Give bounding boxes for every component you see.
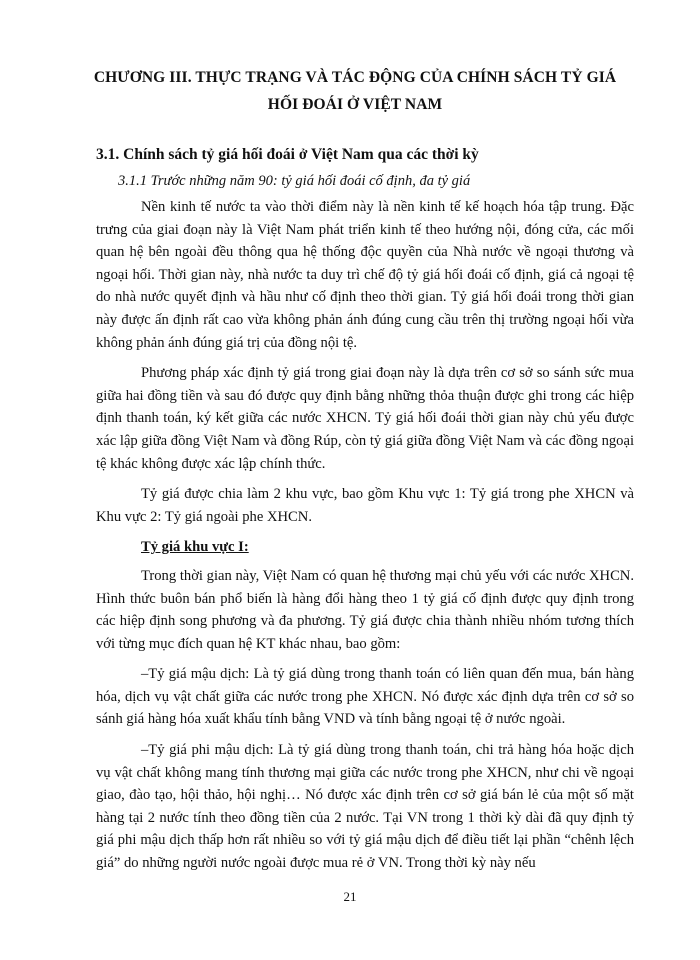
- paragraph: Tỷ giá được chia làm 2 khu vực, bao gồm Khu vực 1: Tỷ giá trong phe XHCN và Khu vực 2: Tỷ giá ngoài phe XHCN.: [96, 486, 634, 525]
- label-heading: Tỷ giá khu vực I:: [141, 539, 249, 556]
- paragraph: Nền kinh tế nước ta vào thời điểm này là nền kinh tế kế hoạch hóa tập trung. Đặc trưng của giai đoạn này là Việt Nam phát triển kinh tế theo hướng nội, đóng cửa, các mối quan hệ bên ngoài đều thông qua hệ thống độc quyền của Nhà nước về ngoại thương và ngoại hối. Thời gian này, nhà nước ta duy trì chế độ tỷ giá hối đoái cố định, giá cả ngoại tệ do nhà nước quyết định và hầu như cố định theo thời gian. Tỷ giá hối đoái trong thời gian này được ấn định rất cao vừa không phản ánh đúng cung cầu trên thị trường ngoại hối vừa không phản ánh đúng giá trị của đồng nội tệ.: [96, 199, 634, 351]
- body-text: [96, 196, 634, 883]
- paragraph: –Tỷ giá phi mậu dịch: Là tỷ giá dùng trong thanh toán, chi trả hàng hóa hoặc dịch vụ vật chất không mang tính thương mại giữa các nước trong phe XHCN, như chi về ngoại giao, đào tạo, hội thảo, hội nghị… Nó được xác định trên cơ sở giá bán lẻ của một số mặt hàng tại 2 nước tính theo đồng tiền của 2 nước. Tại VN trong 1 thời kỳ dài đã quy định tỷ giá phi mậu dịch thấp hơn rất nhiều so với tỷ giá mậu dịch để điều tiết lại phần “chênh lệch giá” do những người nước ngoài được mua rẻ ở VN. Trong thời kỳ này nếu: [96, 742, 634, 872]
- page-number: 21: [343, 889, 357, 904]
- label-heading-wrapper: [96, 536, 634, 559]
- section-heading: 3.1. Chính sách tỷ giá hối đoái ở Việt Nam qua các thời kỳ: [96, 146, 479, 163]
- paragraph: Trong thời gian này, Việt Nam có quan hệ thương mại chủ yếu với các nước XHCN. Hình thức buôn bán phổ biến là hàng đổi hàng theo 1 tỷ giá cố định được quy định trong các hiệp định song phương và đa phương. Tỷ giá được chia thành nhiều nhóm tương thích với từng mục đích quan hệ KT khác nhau, bao gồm:: [96, 567, 634, 652]
- paragraph: Phương pháp xác định tỷ giá trong giai đoạn này là dựa trên cơ sở so sánh sức mua giữa hai đồng tiền và sau đó được quy định bằng những thỏa thuận được ghi trong các hiệp định thanh toán, ký kết giữa các nước XHCN. Tỷ giá hối đoái thời gian này chủ yếu được xác lập giữa đồng Việt Nam và đồng Rúp, còn tỷ giá giữa đồng Việt Nam và các đồng ngoại tệ khác không được xác lập chính thức.: [96, 365, 634, 472]
- chapter-title: CHƯƠNG III. THỰC TRẠNG VÀ TÁC ĐỘNG CỦA CHÍNH SÁCH TỶ GIÁ HỐI ĐOÁI Ở VIỆT NAM: [93, 69, 617, 113]
- paragraph: –Tỷ giá mậu dịch: Là tỷ giá dùng trong thanh toán có liên quan đến mua, bán hàng hóa, dịch vụ vật chất giữa các nước trong phe XHCN. Nó được xác định dựa trên cơ sở so sánh giá hàng hóa xuất khẩu tính bằng VND và tính bằng ngoại tệ ở nước ngoài.: [96, 666, 634, 728]
- subsection-heading: 3.1.1 Trước những năm 90: tỷ giá hối đoái cố định, đa tỷ giá: [118, 173, 471, 189]
